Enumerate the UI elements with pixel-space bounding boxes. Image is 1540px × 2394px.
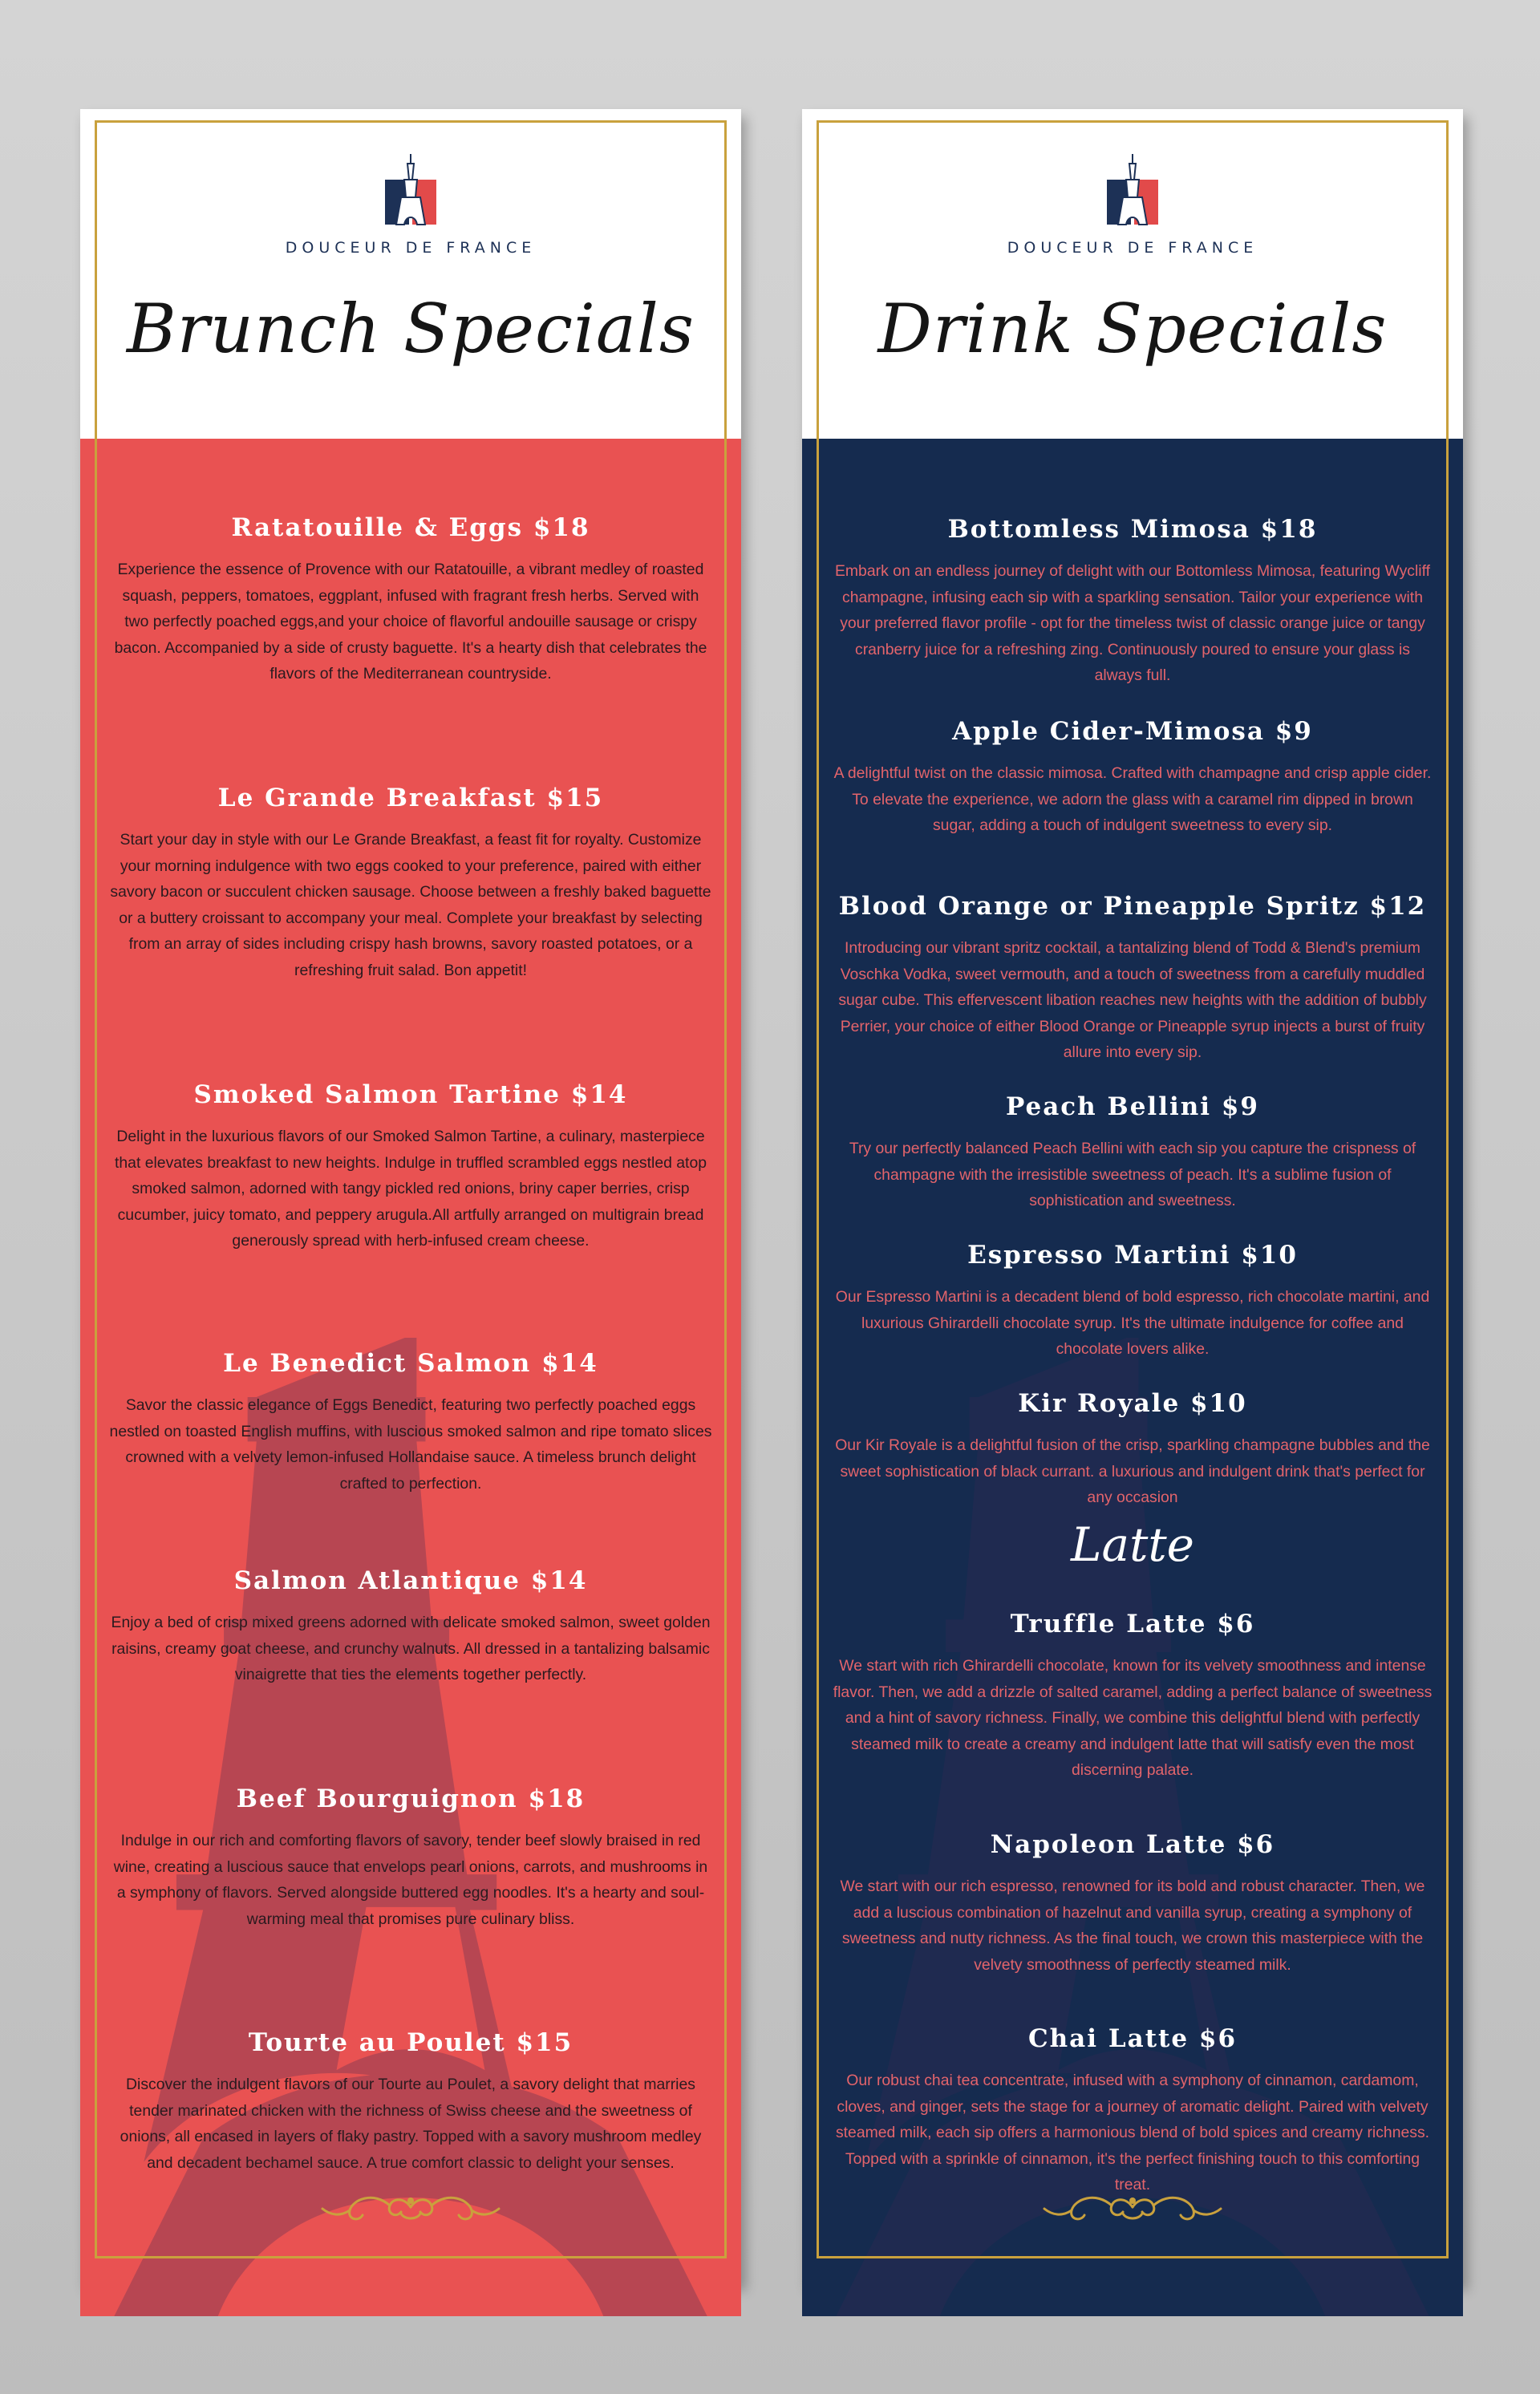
item-title: Ratatouille & Eggs $18 (231, 513, 590, 542)
item-title: Espresso Martini $10 (967, 1241, 1298, 1270)
item-description: Enjoy a bed of crisp mixed greens adorned with delicate smoked salmon, sweet golden raisins, creamy goat cheese, and crunchy walnuts. All dressed in a tantalizing balsamic vinaigrette that ties the elements together perfectly. (111, 1614, 711, 1683)
menu-item (831, 2024, 1434, 2198)
item-title: Apple Cider-Mimosa $9 (952, 717, 1313, 746)
menu-item (109, 1784, 712, 1932)
item-description: We start with rich Ghirardelli chocolate, known for its velvety smoothness and intense flavor. Then, we add a drizzle of salted caramel, adding a perfect balance of sweetness and a hint of savory richness. Finally, we combine this delightful blend with perfectly steamed milk to create a creamy and indulgent latte that will satisfy even the most discerning palate. (833, 1657, 1433, 1779)
menu-item (831, 717, 1434, 839)
brunch-menu-card (80, 109, 741, 2283)
menu-item (831, 1092, 1434, 1214)
menu-item (831, 1610, 1434, 1784)
brand-name: DOUCEUR DE FRANCE (285, 239, 537, 257)
eiffel-flag-logo-icon (1105, 152, 1160, 226)
item-description: We start with our rich espresso, renowned for its bold and robust character. Then, we add a luscious combination of hazelnut and vanilla syrup, creating a symphony of sweetness and nutty richness. As the final touch, we crown this masterpiece with the velvety smoothness of perfectly steamed milk. (840, 1878, 1425, 1974)
item-description: Savor the classic elegance of Eggs Benedict, featuring two perfectly poached eggs nestled on toasted English muffins, with luscious smoked salmon and ripe tomato slices crowned with a velvety lemon-infused Hollandaise sauce. A timeless brunch delight crafted to perfection. (109, 1396, 712, 1493)
item-description: Delight in the luxurious flavors of our Smoked Salmon Tartine, a culinary, masterpiece that elevates breakfast to new heights. Indulge in truffled scrambled eggs nestled atop smoked salmon, adorned with tangy pickled red onions, briny caper berries, crisp cucumber, juicy tomato, and peppery arugula.All artfully arranged on multigrain bread generously spread with herb-infused cream cheese. (114, 1128, 707, 1250)
item-description: Our Espresso Martini is a decadent blend of bold espresso, rich chocolate martini, and luxurious Ghirardelli chocolate syrup. It's the ultimate indulgence for coffee and chocolate lovers alike. (835, 1288, 1430, 1358)
item-title: Kir Royale $10 (1018, 1389, 1247, 1418)
item-description: A delightful twist on the classic mimosa. Crafted with champagne and crisp apple cider. To elevate the experience, we adorn the glass with a caramel rim dipped in brown sugar, adding a touch of indulgent sweetness to every sip. (833, 764, 1432, 834)
item-description: Indulge in our rich and comforting flavors of savory, tender beef slowly braised in red wine, creating a luscious sauce that envelops pearl onions, carrots, and mushrooms in a symphony of flavors. Served alongside buttered egg noodles. It's a hearty and soul-warming meal that promises pure culinary bliss. (113, 1832, 708, 1928)
item-title: Peach Bellini $9 (1006, 1092, 1259, 1121)
gold-ornament-icon (314, 2189, 507, 2225)
eiffel-flag-logo-icon (383, 152, 438, 226)
menu-item (831, 1830, 1434, 1978)
item-description: Our Kir Royale is a delightful fusion of the crisp, sparkling champagne bubbles and the sweet sophistication of black currant. a luxurious and indulgent drink that's perfect for any occasion (835, 1436, 1430, 1506)
item-description: Introducing our vibrant spritz cocktail, a tantalizing blend of Todd & Blend's premium Voschka Vodka, sweet vermouth, and a touch of sweetness from a carefully muddled sugar cube. This effervescent libation reaches new heights with the addition of bubbly Perrier, your choice of either Blood Orange or Pineapple syrup injects a burst of fruity allure into every sip. (838, 939, 1427, 1061)
brand-name: DOUCEUR DE FRANCE (1007, 239, 1258, 257)
item-title: Le Grande Breakfast $15 (217, 784, 604, 812)
item-title: Beef Bourguignon $18 (236, 1784, 586, 1813)
menu-item (109, 1349, 712, 1497)
item-title: Blood Orange or Pineapple Spritz $12 (838, 892, 1427, 921)
menu-item (109, 1566, 712, 1688)
item-title: Bottomless Mimosa $18 (947, 515, 1318, 544)
menu-item (831, 515, 1434, 689)
menu-item (109, 784, 712, 983)
item-title: Chai Latte $6 (1027, 2024, 1238, 2053)
menu-item (109, 1080, 712, 1254)
item-title: Tourte au Poulet $15 (248, 2028, 573, 2057)
menu-item (109, 513, 712, 687)
item-description: Our robust chai tea concentrate, infused with a symphony of cinnamon, cardamom, cloves, and ginger, sets the stage for a journey of aromatic delight. Paired with velvety steamed milk, each sip offers a harmonious blend of bold spices and creamy richness. Topped with a sprinkle of cinnamon, it's the perfect finishing touch to this comforting treat. (835, 2072, 1430, 2193)
item-title: Le Benedict Salmon $14 (223, 1349, 598, 1378)
item-title: Napoleon Latte $6 (990, 1830, 1275, 1859)
item-description: Experience the essence of Provence with our Ratatouille, a vibrant medley of roasted squash, peppers, tomatoes, eggplant, infused with fragrant fresh herbs. Served with two perfectly poached eggs,and your choice of flavorful andouille sausage or crispy bacon. Accompanied by a side of crusty baguette. It's a hearty dish that celebrates the flavors of the Mediterranean countryside. (114, 561, 707, 683)
item-description: Discover the indulgent flavors of our Tourte au Poulet, a savory delight that marries tender marinated chicken with the richness of Swiss cheese and the sweetness of onions, all encased in layers of flaky pastry. Topped with a savory mushroom medley and decadent bechamel sauce. A true comfort classic to delight your senses. (120, 2076, 702, 2172)
drinks-menu-card (802, 109, 1463, 2283)
item-description: Try our perfectly balanced Peach Bellini with each sip you capture the crispness of champagne with the irresistible sweetness of peach. It's a sublime fusion of sophistication and sweetness. (849, 1140, 1416, 1209)
item-description: Start your day in style with our Le Grande Breakfast, a feast fit for royalty. Customize your morning indulgence with two eggs cooked to your preference, paired with either savory bacon or succulent chicken sausage. Choose between a freshly baked baguette or a buttery croissant to accompany your meal. Complete your breakfast by selecting from an array of sides including crispy hash browns, savory roasted potatoes, or a refreshing fruit salad. Bon appetit! (110, 831, 711, 979)
item-description: Embark on an endless journey of delight with our Bottomless Mimosa, featuring Wycliff champagne, infusing each sip with a sparkling sensation. Tailor your experience with your preferred flavor profile - opt for the timeless twist of classic orange juice or tangy cranberry juice for a refreshing zing. Continuously poured to ensure your glass is always full. (834, 562, 1431, 684)
menu-title: Drink Specials (877, 290, 1388, 368)
item-title: Salmon Atlantique $14 (233, 1566, 588, 1595)
menu-title: Brunch Specials (127, 290, 695, 368)
menu-item (831, 1389, 1434, 1511)
menu-item (831, 892, 1434, 1066)
latte-heading: Latte (1070, 1517, 1195, 1572)
item-title: Smoked Salmon Tartine $14 (193, 1080, 628, 1109)
item-title: Truffle Latte $6 (1010, 1610, 1255, 1639)
menu-item (109, 2028, 712, 2176)
menu-item (831, 1241, 1434, 1363)
